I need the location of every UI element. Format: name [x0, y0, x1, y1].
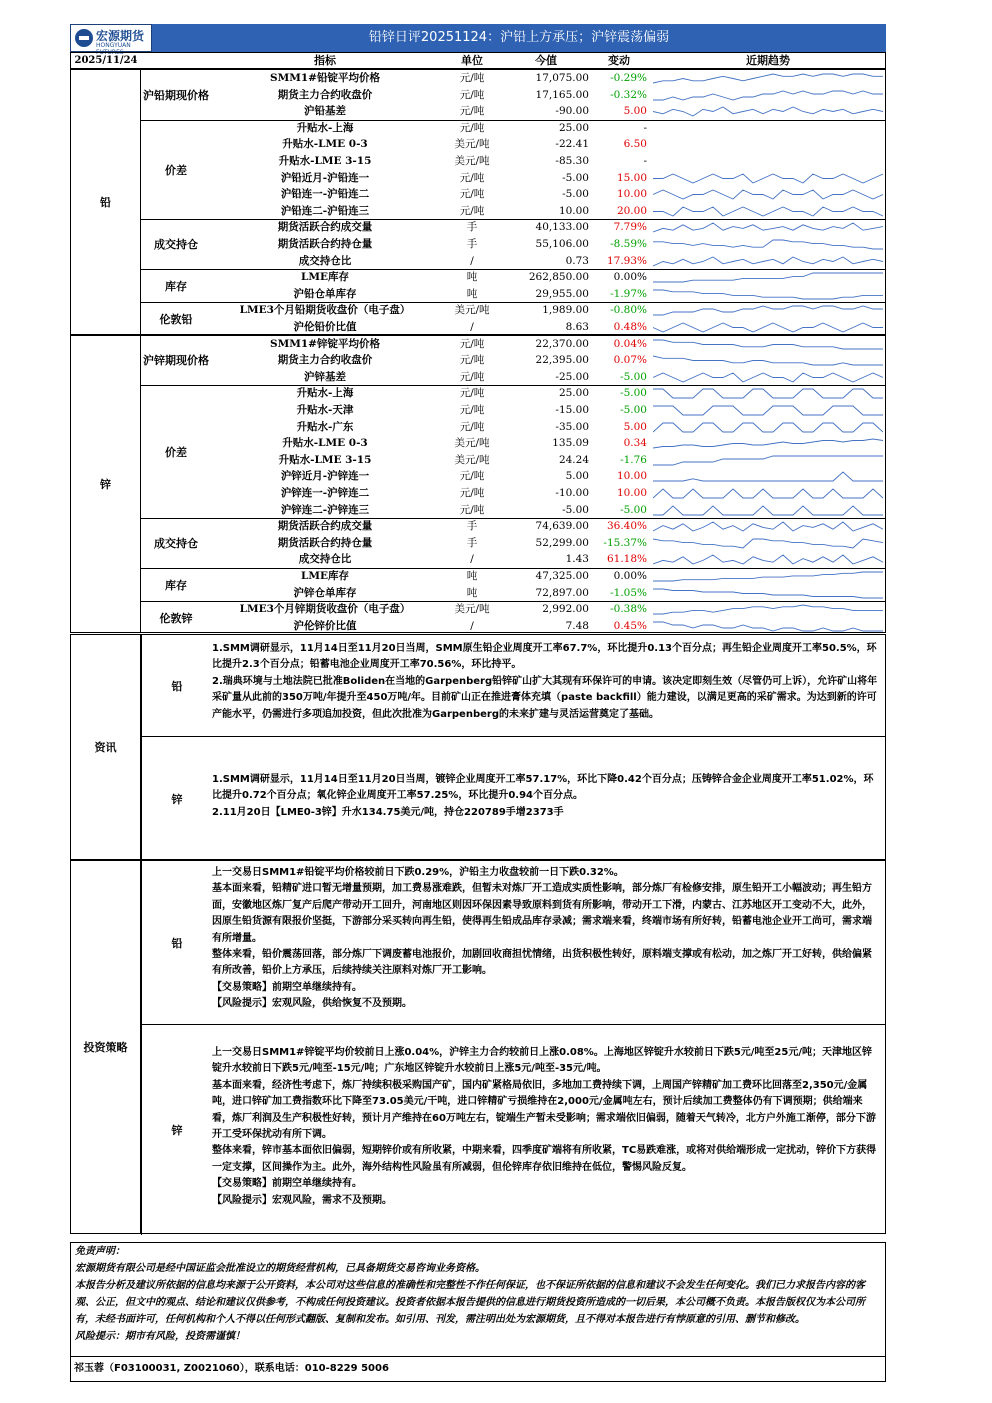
row-value: 22,395.00 — [535, 354, 589, 367]
trend-sparkline — [653, 470, 883, 483]
row-change: -15.37% — [603, 536, 647, 549]
row-value: 1.43 — [565, 553, 589, 566]
row-unit: 元/吨 — [459, 470, 485, 483]
paragraph: 整体来看，铅价震荡回落，部分炼厂下调废蓄电池报价，加剧回收商担忧情绪，出货积极性转好，原料端支撑或有松动，加之炼厂开工好转，供给偏紧有所改善，铅价上方承压，后续持续关注原料对炼厂开工影响。 — [212, 949, 872, 977]
lead-group-label: 沪铅期现价格 — [143, 88, 209, 102]
trend-line — [653, 207, 883, 216]
row-value: -5.00 — [562, 503, 589, 516]
table-row — [211, 302, 885, 319]
trend-line — [653, 605, 883, 614]
row-change: 0.45% — [613, 619, 647, 632]
row-change: 0.04% — [613, 337, 647, 350]
row-change: 0.48% — [613, 321, 647, 333]
strategy-zinc-text — [212, 1045, 881, 1209]
header-date: 2025/11/24 — [74, 55, 138, 66]
trend-line — [653, 340, 883, 349]
trend-sparkline — [653, 371, 883, 384]
row-value: 17,165.00 — [535, 88, 589, 101]
logo-mark-icon — [75, 29, 93, 47]
row-value: -85.30 — [555, 155, 589, 167]
trend-line — [653, 290, 883, 299]
paragraph: 基本面来看，铅精矿进口暂无增量预期，加工费易涨难跌，但暂未对炼厂开工造成实质性影响，部分炼厂有检修安排，原生铅开工小幅波动；再生铅方面，安徽地区炼厂复产后爬产带动开工回升，河南地区则因环保因素导致原料到货有所影响，带动开工下滑，内蒙古、江苏地区开工变动不大，此外，因原生铅货源有限报价坚挺，下游部分采买转向再生铅，使得再生铅成品库存录减；需求端来看，终端市场有所好转，铅蓄电池企业开工尚可，需求端有所增量。 — [212, 883, 872, 944]
trend-line — [653, 439, 883, 448]
trend-line — [653, 555, 883, 564]
row-value: -5.00 — [562, 188, 589, 201]
row-unit: 手 — [466, 221, 478, 234]
trend-line — [653, 622, 883, 631]
row-unit: 元/吨 — [459, 171, 485, 184]
trend-line — [653, 572, 883, 581]
trend-line — [653, 190, 883, 199]
row-value: -25.00 — [555, 370, 589, 383]
trend-sparkline — [653, 72, 883, 85]
zinc-category: 锌 — [71, 336, 141, 633]
row-change: 7.79% — [613, 221, 647, 234]
row-unit: 吨 — [466, 586, 478, 599]
table-row — [211, 568, 885, 585]
header-change: 变动 — [608, 54, 630, 67]
table-row — [211, 153, 885, 170]
row-value: 5.00 — [565, 470, 589, 483]
row-value: 262,850.00 — [528, 271, 589, 284]
trend-line — [653, 273, 883, 282]
row-indicator: LME3个月锌期货收盘价（电子盘） — [239, 603, 411, 616]
row-indicator: 沪锌基差 — [304, 370, 346, 383]
row-value: -5.00 — [562, 171, 589, 184]
row-unit: 元/吨 — [459, 105, 485, 118]
row-indicator: 期货活跃合约持仓量 — [277, 536, 373, 549]
row-unit: 吨 — [466, 569, 478, 582]
row-indicator: 沪铅基差 — [304, 105, 346, 118]
row-value: 8.63 — [565, 321, 589, 333]
news-lead-text — [212, 641, 881, 723]
lead-category: 铅 — [71, 70, 141, 334]
row-value: -90.00 — [555, 105, 589, 118]
zinc-group-label: 沪锌期现价格 — [143, 354, 209, 368]
trend-line — [653, 323, 883, 332]
row-value: 55,106.00 — [535, 238, 589, 250]
trend-line — [653, 456, 883, 465]
report-page — [70, 24, 886, 1374]
row-change: 0.34 — [623, 437, 647, 450]
zinc-group-label: 成交持仓 — [154, 537, 198, 551]
trend-line — [653, 91, 883, 100]
row-unit: 手 — [466, 238, 478, 250]
row-indicator: 升贴水-LME 0-3 — [282, 437, 368, 450]
table-row — [211, 253, 885, 270]
paragraph: 上一交易日SMM1#锌锭平均价较前日上涨0.04%，沪锌主力合约较前日上涨0.08%。上海地区锌锭升水较前日下跌5元/吨至25元/吨；天津地区锌锭升水较前日下跌5元/吨至-15元/吨；广东地区锌锭升水较前日上涨5元/吨至-35元/吨。 — [212, 1047, 873, 1075]
trend-line — [653, 389, 883, 398]
header-indicator: 指标 — [314, 54, 336, 67]
trend-sparkline — [653, 504, 883, 517]
row-unit: 美元/吨 — [454, 603, 490, 616]
trend-line — [653, 472, 883, 481]
row-indicator: 成交持仓比 — [298, 553, 352, 566]
row-change: -5.00 — [620, 370, 647, 383]
row-change: 17.93% — [606, 254, 647, 267]
row-unit: 元/吨 — [459, 354, 485, 367]
table-row — [211, 236, 885, 253]
trend-line — [653, 306, 883, 315]
table-row — [211, 468, 885, 485]
lead-group-label: 库存 — [165, 279, 187, 293]
row-unit: 元/吨 — [459, 204, 485, 217]
trend-sparkline — [653, 537, 883, 550]
table-row — [211, 136, 885, 153]
row-change: -0.29% — [610, 72, 647, 84]
trend-sparkline — [653, 387, 883, 400]
logo-name: 宏源期货 — [96, 29, 145, 43]
paragraph: 1.SMM调研显示，11月14日至11月20日当周，SMM原生铅企业周度开工率67.7%，环比提升0.13个百分点；再生铅企业周度开工率50.5%，环比提升2.3个百分点；铅蓄电池企业周度开工率70.56%，环比持平。 — [212, 643, 877, 671]
row-indicator: 沪铅连二-沪铅连三 — [280, 204, 370, 217]
row-value: 7.48 — [565, 619, 589, 632]
trend-sparkline — [653, 271, 883, 284]
trend-sparkline — [653, 587, 883, 600]
row-change: 61.18% — [606, 553, 647, 566]
trend-line — [653, 506, 883, 515]
trend-line — [653, 356, 883, 365]
news-category: 资讯 — [71, 635, 141, 859]
trend-sparkline — [653, 354, 883, 367]
row-unit: 吨 — [466, 271, 478, 284]
row-unit: 元/吨 — [459, 337, 485, 350]
row-indicator: LME库存 — [300, 271, 349, 284]
row-change: -0.38% — [610, 603, 647, 616]
row-change: - — [643, 155, 647, 167]
table-row — [211, 435, 885, 452]
trend-sparkline — [653, 188, 883, 201]
strategy-section — [70, 860, 886, 1234]
paragraph: 【交易策略】前期空单继续持有。 — [212, 1178, 362, 1190]
row-change: -0.80% — [610, 304, 647, 317]
row-unit: 美元/吨 — [454, 437, 490, 450]
strategy-lead — [141, 861, 885, 1025]
trend-line — [653, 589, 883, 598]
row-unit: 元/吨 — [459, 420, 485, 433]
table-row — [211, 70, 885, 87]
table-row — [211, 601, 885, 618]
row-unit: 美元/吨 — [454, 453, 490, 466]
row-value: 24.24 — [558, 453, 589, 466]
news-zinc-label: 锌 — [171, 793, 183, 806]
table-row — [211, 203, 885, 220]
paragraph: 【风险提示】宏观风险，需求不及预期。 — [212, 1194, 392, 1206]
trend-line — [653, 373, 883, 382]
row-indicator: 沪伦铅价比值 — [293, 321, 357, 333]
row-unit: 美元/吨 — [454, 304, 490, 317]
row-change: -5.00 — [620, 503, 647, 516]
row-value: 1,989.00 — [542, 304, 589, 317]
row-change: 0.00% — [613, 569, 647, 582]
trend-sparkline — [653, 520, 883, 533]
row-indicator: SMM1#锌锭平均价格 — [270, 337, 380, 350]
row-change: 6.50 — [623, 138, 647, 151]
table-row — [211, 385, 885, 402]
trend-sparkline — [653, 255, 883, 268]
trend-line — [653, 406, 883, 415]
data-table — [70, 52, 886, 632]
zinc-group-label: 库存 — [165, 578, 187, 592]
row-indicator: 沪铅连一-沪铅连二 — [280, 188, 370, 201]
report-header — [70, 24, 886, 56]
table-row — [211, 518, 885, 535]
table-header — [70, 52, 886, 69]
row-change: -0.32% — [610, 88, 647, 101]
table-row — [211, 319, 885, 336]
table-row — [211, 502, 885, 519]
news-lead — [141, 635, 885, 737]
row-indicator: 期货主力合约收盘价 — [277, 354, 373, 367]
trend-sparkline — [653, 205, 883, 218]
header-today: 今值 — [535, 54, 557, 67]
row-value: -35.00 — [555, 420, 589, 433]
strategy-lead-label: 铅 — [171, 936, 183, 950]
trend-sparkline — [653, 603, 883, 616]
row-indicator: 成交持仓比 — [298, 254, 352, 267]
row-unit: 元/吨 — [459, 387, 485, 400]
trend-sparkline — [653, 321, 883, 334]
row-indicator: 期货活跃合约成交量 — [277, 520, 373, 533]
row-unit: 美元/吨 — [454, 155, 490, 167]
zinc-block — [70, 335, 886, 634]
row-unit: 手 — [466, 536, 478, 549]
trend-sparkline — [653, 221, 883, 234]
row-change: 15.00 — [616, 171, 647, 184]
table-row — [211, 452, 885, 469]
row-value: 135.09 — [552, 437, 589, 450]
trend-sparkline — [653, 620, 883, 633]
trend-sparkline — [653, 553, 883, 566]
table-row — [211, 219, 885, 236]
trend-line — [653, 240, 883, 249]
row-change: - — [643, 121, 647, 134]
news-zinc-text — [212, 772, 881, 821]
row-unit: 元/吨 — [459, 486, 485, 499]
row-unit: 元/吨 — [459, 88, 485, 101]
trend-sparkline — [653, 288, 883, 301]
disclaimer-line-2: 本报告分析及建议所依据的信息均来源于公开资料，本公司对这些信息的准确性和完整性不作任何保证，也不保证所依据的信息和建议不会发生任何变化。我们已力求报告内容的客观、公正，但文中的观点、结论和建议仅供参考，不构成任何投资建议。投资者依据本报告提供的信息进行期货投资所造成的一切后果，本公司概不负责。本报告版权仅为本公司所有，未经书面许可，任何机构和个人不得以任何形式翻版、复制和发布。如引用、刊发，需注明出处为宏源期货，且不得对本报告进行有悖原意的引用、删节和修改。 — [75, 1280, 865, 1325]
strategy-zinc-label: 锌 — [171, 1124, 183, 1137]
table-row — [211, 186, 885, 203]
row-indicator: 沪锌连二-沪锌连三 — [280, 503, 370, 516]
disclaimer-line-1: 宏源期货有限公司是经中国证监会批准设立的期货经营机构，已具备期货交易咨询业务资格。 — [75, 1263, 485, 1274]
row-unit: 元/吨 — [459, 121, 485, 134]
row-change: 10.00 — [616, 486, 647, 499]
row-change: -1.76 — [620, 453, 647, 466]
table-row — [211, 286, 885, 303]
trend-sparkline — [653, 238, 883, 251]
row-value: 74,639.00 — [535, 520, 589, 533]
row-value: 25.00 — [558, 387, 589, 400]
trend-line — [653, 489, 883, 498]
row-indicator: 升贴水-LME 0-3 — [282, 138, 368, 151]
paragraph: 整体来看，锌市基本面依旧偏弱，短期锌价或有所收紧，中期来看，四季度矿端将有所收紧，TC易跌难涨，或将对供给端形成一定扰动，锌价下方获得一定支撑，区间操作为主。此外，海外结构性风险虽有所减弱，但伦锌库存依旧维持在低位，警惕风险反复。 — [212, 1145, 877, 1173]
table-row — [211, 87, 885, 104]
logo-name-en: HONGYUAN FUTURES — [96, 42, 131, 56]
row-value: 47,325.00 — [535, 569, 589, 582]
paragraph: 【风险提示】宏观风险，供给恢复不及预期。 — [212, 998, 412, 1010]
lead-group-label: 成交持仓 — [154, 238, 198, 252]
row-change: -5.00 — [620, 387, 647, 400]
row-indicator: SMM1#铅锭平均价格 — [270, 72, 380, 84]
row-indicator: 沪铅近月-沪铅连一 — [280, 171, 370, 184]
row-change: 10.00 — [616, 470, 647, 483]
lead-group-label: 价差 — [165, 163, 187, 177]
table-row — [211, 369, 885, 386]
row-change: 20.00 — [616, 204, 647, 217]
table-row — [211, 618, 885, 635]
row-value: 25.00 — [558, 121, 589, 134]
report-title: 铅锌日评20251124：沪铅上方承压；沪锌震荡偏弱 — [152, 24, 886, 52]
trend-sparkline — [653, 404, 883, 417]
row-change: -1.05% — [610, 586, 647, 599]
company-logo — [70, 24, 152, 56]
row-indicator: 升贴水-LME 3-15 — [278, 155, 372, 167]
lead-block — [70, 69, 886, 335]
table-row — [211, 585, 885, 602]
table-row — [211, 402, 885, 419]
row-change: -1.97% — [610, 287, 647, 300]
row-value: 17,075.00 — [535, 72, 589, 84]
trend-sparkline — [653, 570, 883, 583]
row-indicator: 升贴水-广东 — [296, 420, 354, 433]
row-unit: 元/吨 — [459, 370, 485, 383]
row-change: -5.00 — [620, 403, 647, 416]
row-unit: 手 — [466, 520, 478, 533]
trend-sparkline — [653, 454, 883, 467]
row-change: 5.00 — [623, 105, 647, 118]
trend-sparkline — [653, 89, 883, 102]
news-zinc — [141, 737, 885, 861]
trend-sparkline — [653, 172, 883, 185]
row-indicator: 升贴水-天津 — [296, 403, 354, 416]
header-unit: 单位 — [461, 54, 483, 67]
disclaimer-line-3: 风险提示：期市有风险，投资需谨慎！ — [75, 1331, 245, 1342]
table-row — [211, 352, 885, 369]
trend-sparkline — [653, 437, 883, 450]
table-row — [211, 535, 885, 552]
table-row — [211, 269, 885, 286]
trend-sparkline — [653, 304, 883, 317]
row-indicator: 沪铅仓单库存 — [293, 287, 357, 300]
row-value: 40,133.00 — [535, 221, 589, 234]
row-value: -15.00 — [555, 403, 589, 416]
row-value: 22,370.00 — [535, 337, 589, 350]
trend-sparkline — [653, 105, 883, 118]
row-value: 52,299.00 — [535, 536, 589, 549]
row-change: 0.07% — [613, 354, 647, 367]
table-row — [211, 103, 885, 120]
row-unit: 元/吨 — [459, 72, 485, 84]
row-unit: 元/吨 — [459, 188, 485, 201]
trend-sparkline — [653, 487, 883, 500]
row-unit: / — [470, 321, 474, 333]
table-row — [211, 419, 885, 436]
news-section — [70, 634, 886, 860]
trend-line — [653, 257, 883, 266]
disclaimer-title: 免责声明： — [75, 1246, 125, 1257]
trend-line — [653, 223, 883, 232]
table-row — [211, 551, 885, 568]
row-unit: / — [470, 254, 474, 267]
row-unit: 美元/吨 — [454, 138, 490, 151]
row-value: 2,992.00 — [542, 603, 589, 616]
row-value: -22.41 — [555, 138, 589, 151]
trend-line — [653, 74, 883, 83]
strategy-category: 投资策略 — [71, 861, 141, 1233]
header-trend: 近期趋势 — [746, 54, 790, 67]
row-indicator: 沪锌近月-沪锌连一 — [280, 470, 370, 483]
row-indicator: LME库存 — [300, 569, 349, 582]
row-unit: 吨 — [466, 287, 478, 300]
row-change: 36.40% — [606, 520, 647, 533]
row-indicator: 沪伦锌价比值 — [293, 619, 357, 632]
trend-sparkline — [653, 421, 883, 434]
row-value: 10.00 — [558, 204, 589, 217]
table-row — [211, 170, 885, 187]
table-row — [211, 120, 885, 137]
strategy-zinc — [141, 1025, 885, 1235]
row-value: -10.00 — [555, 486, 589, 499]
row-value: 29,955.00 — [535, 287, 589, 300]
trend-sparkline — [653, 338, 883, 351]
trend-line — [653, 107, 883, 116]
row-change: -8.59% — [610, 238, 647, 250]
row-indicator: 升贴水-上海 — [296, 121, 354, 134]
paragraph: 上一交易日SMM1#铅锭平均价格较前日下跌0.29%，沪铅主力收盘较前一日下跌0.32%。 — [212, 867, 624, 878]
author-contact: 祁玉蓉（F03100031, Z0021060），联系电话：010-8229 5006 — [70, 1356, 886, 1380]
paragraph: 基本面来看，经济性考虑下，炼厂持续积极采购国产矿，国内矿紧格局依旧，多地加工费持续下调，上周国产锌精矿加工费环比回落至2,350元/金属吨，进口锌矿加工费指数环比下降至73.05美元/干吨，进口锌精矿亏损维持在2,000元/金属吨左右，预计后续加工费整体仍有下调预期；供给端来看，炼厂利润及生产积极性好转，预计月产维持在60万吨左右，锭端生产暂未受影响；需求端依旧偏弱，随着天气转冷，北方户外施工渐停，部分下游开工受环保扰动有所下调。 — [212, 1079, 876, 1141]
row-unit: 元/吨 — [459, 503, 485, 516]
table-row — [211, 485, 885, 502]
row-indicator: 升贴水-上海 — [296, 387, 354, 400]
zinc-group-label: 伦敦锌 — [159, 611, 193, 625]
row-indicator: 期货主力合约收盘价 — [277, 88, 373, 101]
lead-group-label: 伦敦铅 — [159, 312, 193, 326]
paragraph: 1.SMM调研显示，11月14日至11月20日当周，镀锌企业周度开工率57.17%，环比下降0.42个百分点；压铸锌合金企业周度开工率51.02%，环比提升0.72个百分点；氧化锌企业周度开工率57.25%，环比提升0.94个百分点。 — [212, 774, 874, 802]
trend-line — [653, 522, 883, 531]
row-value: 0.73 — [565, 254, 589, 267]
trend-line — [653, 539, 883, 548]
trend-line — [653, 423, 883, 432]
row-change: 5.00 — [623, 420, 647, 433]
row-unit: / — [470, 619, 474, 632]
news-lead-label: 铅 — [171, 679, 183, 693]
row-unit: 元/吨 — [459, 403, 485, 416]
paragraph: 2.瑞典环境与土地法院已批准Boliden在当地的Garpenberg铅锌矿山扩大其现有环保许可的申请。该决定即刻生效（尽管仍可上诉），允许矿山将年采矿量从此前的350万吨/年提升至450万吨/年。目前矿山正在推进膏体充填（paste backfill）能力建设，以满足更高的采矿需求。为达到新的许可产能水平，仍需进行多项追加投资，但此次批准为Garpenberg的未来扩建与灵活运营奠定了基础。 — [212, 675, 878, 720]
table-row — [211, 336, 885, 353]
row-indicator: 升贴水-LME 3-15 — [278, 453, 372, 466]
zinc-group-label: 价差 — [165, 445, 187, 459]
row-change: 0.00% — [613, 271, 647, 284]
row-value: 72,897.00 — [535, 586, 589, 599]
row-change: 10.00 — [616, 188, 647, 201]
row-indicator: LME3个月铅期货收盘价（电子盘） — [239, 304, 411, 317]
paragraph: 【交易策略】前期空单继续持有。 — [212, 981, 362, 993]
row-indicator: 沪锌连一-沪锌连二 — [280, 486, 370, 499]
row-indicator: 沪锌仓单库存 — [293, 586, 357, 599]
row-indicator: 期货活跃合约成交量 — [277, 221, 373, 234]
row-indicator: 期货活跃合约持仓量 — [277, 238, 373, 250]
paragraph: 2.11月20日【LME0-3锌】升水134.75美元/吨，持仓220789手增2373手 — [212, 806, 564, 818]
strategy-lead-text — [212, 865, 881, 1013]
row-unit: / — [470, 553, 474, 566]
trend-line — [653, 174, 883, 183]
